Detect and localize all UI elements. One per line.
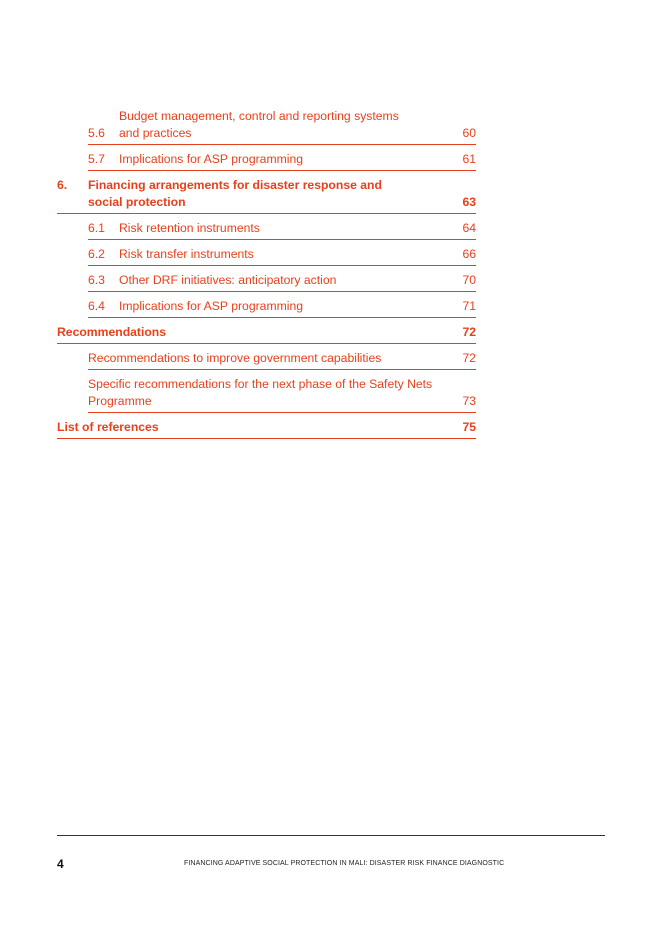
toc-entry-page: 63 xyxy=(462,195,476,209)
toc-entry-page: 71 xyxy=(462,299,476,313)
toc-entry-page: 66 xyxy=(462,247,476,261)
toc-entry-label: Risk transfer instruments xyxy=(119,247,254,261)
toc-entry-label: Budget management, control and reporting systems and practices xyxy=(119,109,399,140)
footer-running-title: FINANCING ADAPTIVE SOCIAL PROTECTION IN MALI: DISASTER RISK FINANCE DIAGNOSTIC xyxy=(184,860,505,867)
toc-entry[interactable] xyxy=(88,106,476,145)
toc-entry-label: Specific recommendations for the next phase of the Safety Nets Programme xyxy=(88,377,433,408)
toc-entry-label: Implications for ASP programming xyxy=(119,299,304,313)
toc-entry[interactable] xyxy=(88,149,476,171)
toc-entry-label: Recommendations to improve government capabilities xyxy=(88,351,382,365)
toc-entry-page: 64 xyxy=(462,221,476,235)
toc-entry-number: 5.6 xyxy=(88,126,105,140)
toc-entry[interactable] xyxy=(88,374,476,413)
toc-entry-page: 60 xyxy=(462,126,476,140)
toc-section-entry[interactable] xyxy=(57,417,476,439)
toc-entry-label: Implications for ASP programming xyxy=(119,152,304,166)
toc-entry[interactable] xyxy=(88,244,476,266)
toc-entry-page: 72 xyxy=(462,351,476,365)
toc-entry-page: 61 xyxy=(462,152,476,166)
toc-chapter-entry[interactable] xyxy=(57,175,476,214)
toc-entry-number: 6.2 xyxy=(88,247,105,261)
toc-entry-label: Financing arrangements for disaster response and social protection xyxy=(88,178,382,209)
footer-page-number: 4 xyxy=(57,857,64,871)
toc-entry-number: 6. xyxy=(57,178,68,192)
toc-entry-number: 5.7 xyxy=(88,152,105,166)
toc-entry-label: List of references xyxy=(57,420,159,434)
table-of-contents xyxy=(57,106,476,443)
toc-entry-number: 6.1 xyxy=(88,221,105,235)
toc-entry[interactable] xyxy=(88,270,476,292)
toc-entry-page: 70 xyxy=(462,273,476,287)
toc-section-entry[interactable] xyxy=(57,322,476,344)
toc-entry-label: Risk retention instruments xyxy=(119,221,260,235)
toc-entry-page: 72 xyxy=(462,325,476,339)
toc-entry-page: 73 xyxy=(462,394,476,408)
toc-entry[interactable] xyxy=(88,218,476,240)
toc-entry[interactable] xyxy=(88,296,476,318)
toc-entry-number: 6.4 xyxy=(88,299,105,313)
toc-entry-number: 6.3 xyxy=(88,273,105,287)
toc-entry-label: Other DRF initiatives: anticipatory action xyxy=(119,273,337,287)
toc-entry[interactable] xyxy=(88,348,476,370)
footer-divider xyxy=(57,835,605,836)
toc-entry-label: Recommendations xyxy=(57,325,167,339)
toc-entry-page: 75 xyxy=(462,420,476,434)
